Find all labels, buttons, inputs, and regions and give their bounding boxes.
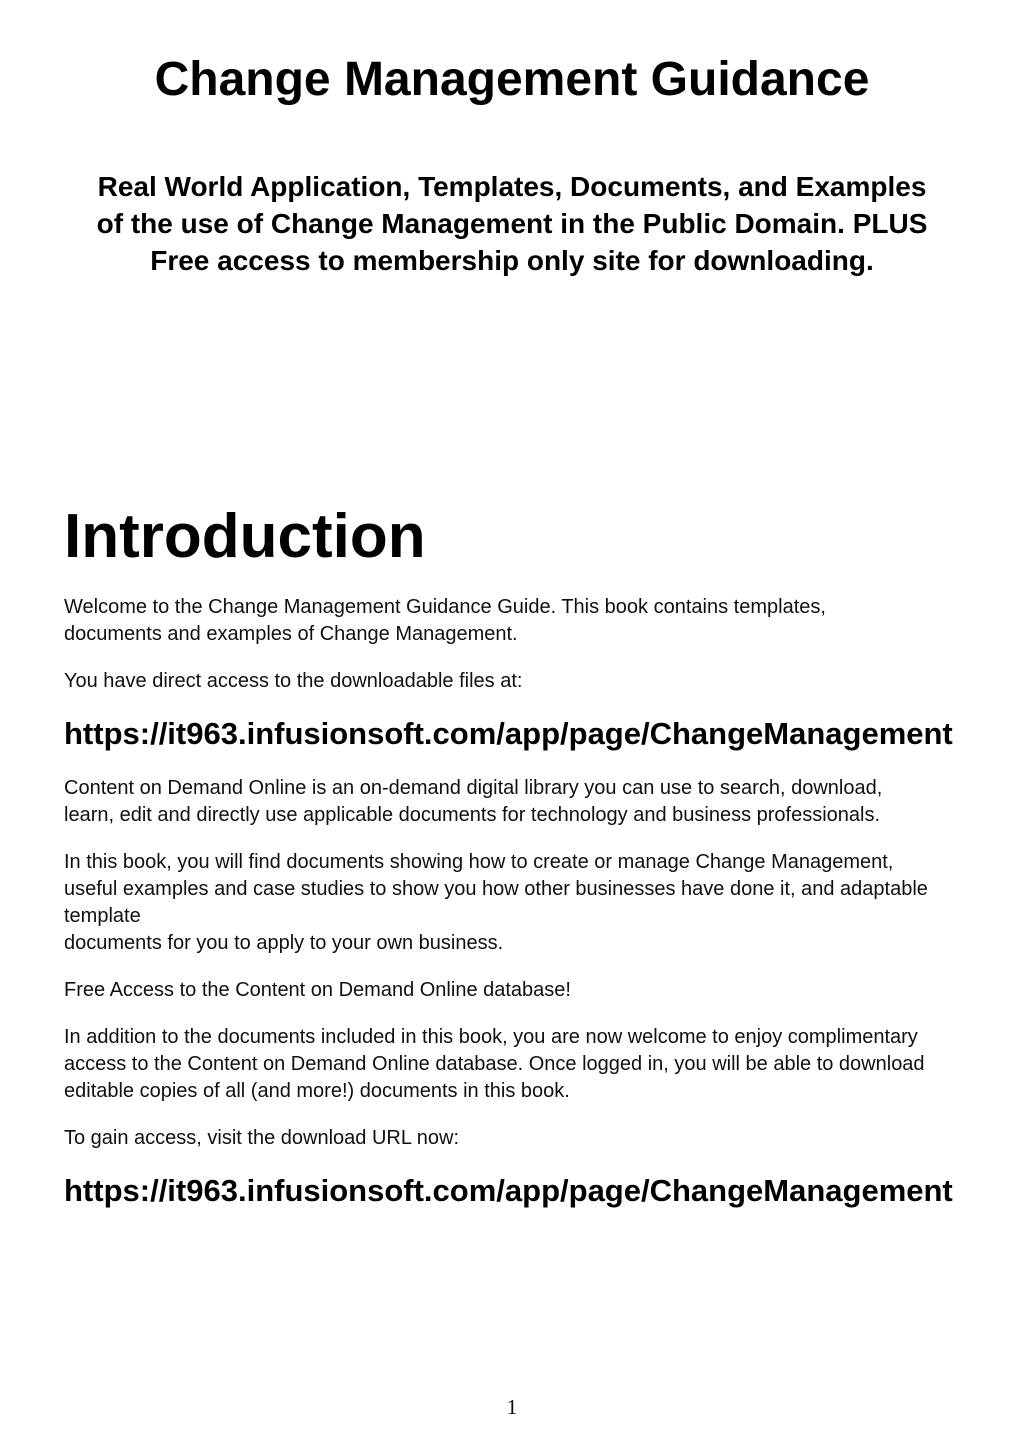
paragraph-welcome: Welcome to the Change Management Guidance Guide. This book contains templates, documents and examples of Change Management.	[64, 596, 826, 645]
paragraph-in-this-book: In this book, you will find documents showing how to create or manage Change Management, useful examples and case studies to show you how other businesses have done it, and adaptable template documents for you to apply to your own business.	[64, 851, 928, 954]
page-number: 1	[506, 1395, 518, 1419]
introduction-section	[0, 504, 1024, 1210]
page-subtitle: Real World Application, Templates, Documents, and Examples of the use of Change Management in the Public Domain. PLUS Free access to membership only site for downloading.	[96, 171, 928, 276]
section-heading-introduction: Introduction	[64, 502, 426, 571]
paragraph-free-access: Free Access to the Content on Demand Online database!	[64, 979, 571, 1001]
download-url-primary: https://it963.infusionsoft.com/app/page/ChangeManagement	[64, 716, 953, 751]
paragraph-to-gain-access: To gain access, visit the download URL now:	[64, 1127, 460, 1149]
paragraph-direct-access: You have direct access to the downloadable files at:	[64, 670, 523, 692]
download-url-secondary: https://it963.infusionsoft.com/app/page/ChangeManagement	[64, 1173, 953, 1208]
paragraph-in-addition: In addition to the documents included in this book, you are now welcome to enjoy complimentary access to the Content on Demand Online database. Once logged in, you will be able to download editable copies of all (and more!) documents in this book.	[64, 1026, 925, 1102]
paragraph-content-on-demand: Content on Demand Online is an on-demand digital library you can use to search, download, learn, edit and directly use applicable documents for technology and business professionals.	[64, 777, 883, 826]
page-title: Change Management Guidance	[154, 53, 870, 106]
